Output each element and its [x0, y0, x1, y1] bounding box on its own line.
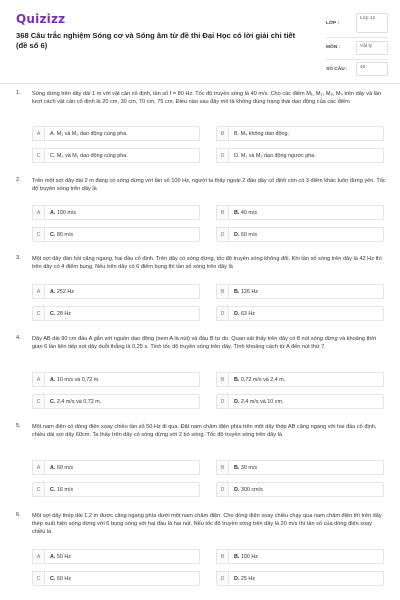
option-text: 300 cm/s	[240, 486, 263, 493]
option-a[interactable]	[32, 284, 200, 299]
question-text: Một nam điện có dòng điện xoay chiều tần số 50 Hz đi qua. Đặt nam châm điện phía trên một dây thép AB căng ngang với hai đầu cố định, chiều dài sợi dây 60cm. Ta thấy trên dây có sóng dừng với 2 bó sóng. Tốc độ truyền sóng trên dây là	[32, 424, 377, 438]
option-text: 60 m/s	[56, 464, 74, 471]
option-label: B.	[234, 553, 240, 560]
option-text: 40 m/s	[240, 209, 258, 216]
question-text: Một sợi dây đàn hồi căng ngang, hai đầu cố định. Trên dây có sóng dừng, tốc độ truyền sóng không đổi. Khi tần số sóng trên dây là 42 Hz thì trên dây có 4 điểm bụng. Nếu trên dây có 6 điểm bụng thì tần số sóng trên dây là	[32, 256, 382, 270]
option-label: D.	[234, 575, 240, 582]
question-number: 6.	[16, 512, 21, 518]
option-b[interactable]	[216, 284, 384, 299]
option-letter: B	[217, 127, 229, 140]
meta-row-grade	[326, 13, 388, 33]
option-d[interactable]	[216, 482, 384, 497]
meta-divider	[326, 59, 388, 60]
option-a[interactable]	[32, 549, 200, 564]
page-title: 368 Câu trắc nghiệm Sóng cơ và Sóng âm từ đề thi Đại Học có lời giải chi tiết (đề số 6)	[16, 31, 296, 50]
option-label: D.	[234, 152, 240, 159]
option-a[interactable]	[32, 126, 200, 141]
option-d[interactable]	[216, 148, 384, 163]
option-letter: A	[33, 285, 45, 298]
option-text: 80 m/s	[56, 231, 74, 238]
option-letter: D	[217, 149, 229, 162]
option-letter: D	[217, 395, 229, 408]
meta-label-grade: LỚP :	[326, 20, 340, 26]
option-b[interactable]	[216, 372, 384, 387]
question-text: Một sợi dây thép dài 1,2 m được căng ngang phía dưới một nam châm điện. Cho dòng điện xoay chiều chạy qua nam châm điện thì trên dây thép xuất hiện sóng dừng với 6 bụng sóng với hai đầu là hai nút. Nếu tốc độ truyền sóng trên dây là 20 m/s thì tần số của dòng điện xoay chiều là	[32, 513, 382, 535]
option-letter: A	[33, 206, 45, 219]
option-text: M₃ và M₁ dao động cùng pha.	[56, 152, 128, 159]
option-letter: B	[217, 461, 229, 474]
option-letter: A	[33, 461, 45, 474]
option-text: 60 m/s	[240, 231, 258, 238]
option-letter: A	[33, 127, 45, 140]
option-b[interactable]	[216, 205, 384, 220]
meta-value-grade: Lớp 12	[356, 13, 388, 33]
quizizz-logo: Quizizz	[16, 12, 66, 26]
option-label: C.	[50, 310, 56, 317]
option-d[interactable]	[216, 306, 384, 321]
option-text: 10 m/s và 0,72 m.	[56, 376, 100, 383]
option-a[interactable]	[32, 205, 200, 220]
option-label: A.	[50, 464, 56, 471]
option-d[interactable]	[216, 571, 384, 586]
option-letter: C	[33, 483, 45, 496]
option-d[interactable]	[216, 394, 384, 409]
option-label: B.	[234, 464, 240, 471]
option-text: 63 Hz	[240, 310, 255, 317]
option-label: A.	[50, 209, 56, 216]
option-a[interactable]	[32, 460, 200, 475]
option-b[interactable]	[216, 126, 384, 141]
option-label: C.	[50, 486, 56, 493]
option-text: 126 Hz	[240, 288, 258, 295]
option-text: M₂ và M₃ dao động cùng pha.	[56, 130, 128, 137]
option-text: 2,4 m/s và 10 cm.	[240, 398, 284, 405]
option-c[interactable]	[32, 306, 200, 321]
question-text: Dây AB dài 90 cm đầu A gắn với nguồn dao động (xem A là nút) và đầu B tự do. Quan sát thấy trên dây có 8 nút sóng dừng và khoảng thời gian 6 lần liên tiếp sợi dây duỗi thẳng là 0,25 s. Tính tốc độ truyền sóng trên dây. Tính khoảng cách từ A đến nút thứ 7.	[32, 336, 377, 350]
meta-divider	[326, 37, 388, 38]
option-text: 252 Hz	[56, 288, 74, 295]
option-letter: D	[217, 572, 229, 585]
option-label: B.	[234, 130, 240, 137]
option-label: C.	[50, 152, 56, 159]
question-text: Sóng dừng trên dây dài 1 m với vật cản cố định, tần số f = 80 Hz. Tốc độ truyền sóng là 40 m/s. Cho các điểm M₁, M₂, M₃, M₄ trên dây và lần lượt cách vật cản cố định là 20 cm, 30 cm, 70 cm, 75 cm. Điều nào sau đây mô tả không đúng trạng thái dao động của các điểm	[32, 91, 382, 105]
meta-panel	[326, 13, 388, 80]
option-letter: B	[217, 206, 229, 219]
option-text: 0,72 m/s và 2,4 m.	[240, 376, 286, 383]
option-c[interactable]	[32, 394, 200, 409]
option-label: D.	[234, 486, 240, 493]
option-letter: B	[217, 550, 229, 563]
header-divider	[0, 83, 400, 84]
option-text: 28 Hz	[56, 310, 71, 317]
option-a[interactable]	[32, 372, 200, 387]
meta-value-subject: Vật lý	[356, 41, 388, 55]
option-label: A.	[50, 288, 56, 295]
option-text: 25 Hz	[240, 575, 255, 582]
option-text: 100 Hz	[240, 553, 258, 560]
option-label: D.	[234, 231, 240, 238]
option-letter: C	[33, 307, 45, 320]
option-d[interactable]	[216, 227, 384, 242]
option-text: M₁ và M₂ dao động ngược pha.	[240, 152, 316, 159]
option-text: 50 Hz	[56, 553, 71, 560]
option-b[interactable]	[216, 549, 384, 564]
question-number: 5.	[16, 423, 21, 429]
option-b[interactable]	[216, 460, 384, 475]
option-label: B.	[234, 288, 240, 295]
question-number: 2.	[16, 177, 21, 183]
option-label: B.	[234, 209, 240, 216]
option-label: A.	[50, 553, 56, 560]
option-text: 16 m/s	[56, 486, 74, 493]
option-label: D.	[234, 398, 240, 405]
option-letter: C	[33, 149, 45, 162]
meta-row-subject	[326, 41, 388, 55]
question-number: 3.	[16, 255, 21, 261]
option-label: A.	[50, 376, 56, 383]
option-letter: B	[217, 373, 229, 386]
option-label: C.	[50, 398, 56, 405]
option-label: D.	[234, 310, 240, 317]
option-letter: A	[33, 550, 45, 563]
option-letter: C	[33, 228, 45, 241]
meta-row-count	[326, 62, 388, 76]
option-c[interactable]	[32, 482, 200, 497]
option-c[interactable]	[32, 227, 200, 242]
option-text: 30 m/s	[240, 464, 258, 471]
option-text: 60 Hz	[56, 575, 71, 582]
question-text: Trên một sợi dây dài 2 m đang có sóng dừng với tần số 100 Hz, người ta thấy ngoài 2 đầu dây cố định còn có 3 điểm khác luôn đứng yên. Tốc độ truyền sóng trên dây là	[32, 178, 386, 192]
option-letter: D	[217, 483, 229, 496]
option-letter: B	[217, 285, 229, 298]
meta-label-subject: MÔN :	[326, 45, 341, 50]
question-number: 4.	[16, 335, 21, 341]
option-letter: D	[217, 307, 229, 320]
option-c[interactable]	[32, 148, 200, 163]
question-number: 1.	[16, 90, 21, 96]
option-label: C.	[50, 575, 56, 582]
option-letter: A	[33, 373, 45, 386]
option-letter: C	[33, 395, 45, 408]
option-label: B.	[234, 376, 240, 383]
option-c[interactable]	[32, 571, 200, 586]
option-letter: C	[33, 572, 45, 585]
option-text: 2,4 m/s và 0,72 m.	[56, 398, 102, 405]
meta-label-count: SỐ CÂU :	[326, 66, 348, 72]
option-label: A.	[50, 130, 56, 137]
option-letter: D	[217, 228, 229, 241]
option-text: M₄ không dao động.	[240, 130, 289, 137]
option-text: 100 m/s	[56, 209, 77, 216]
option-label: C.	[50, 231, 56, 238]
meta-value-count: 40	[356, 62, 388, 76]
